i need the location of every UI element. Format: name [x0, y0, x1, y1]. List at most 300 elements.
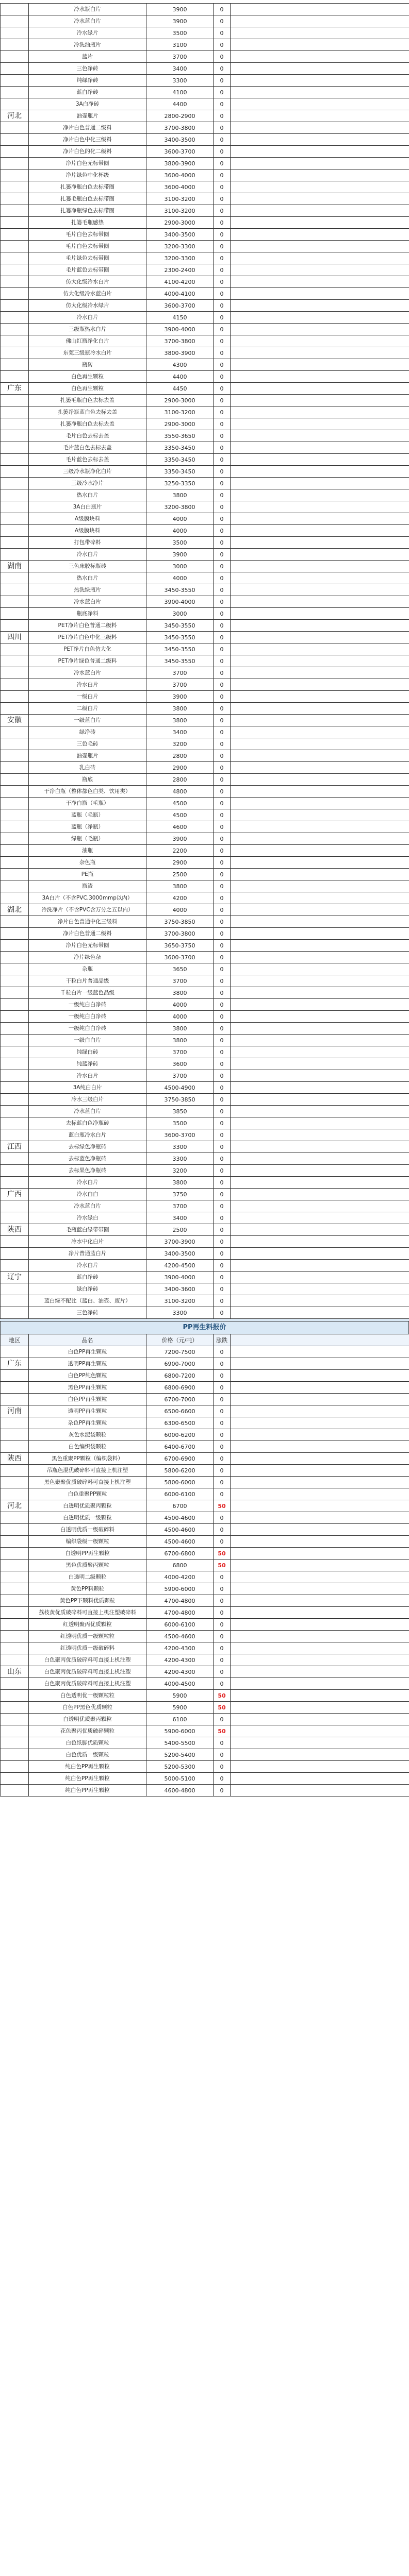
- table-row: [1, 229, 409, 241]
- header-blank: [231, 1334, 409, 1346]
- change-cell: 0: [214, 1666, 231, 1678]
- change-cell: 0: [214, 395, 231, 406]
- table-row: [1, 809, 409, 821]
- region-cell: [1, 1571, 29, 1583]
- product-cell: 乳白砖: [29, 762, 146, 774]
- price-cell: 3700: [146, 1070, 214, 1082]
- price-cell: 3700-3800: [146, 928, 214, 940]
- change-cell: 0: [214, 1465, 231, 1477]
- table-row: [1, 1524, 409, 1536]
- pp-price-table: [0, 1334, 409, 1797]
- blank-cell: [231, 170, 409, 181]
- product-cell: 冷水白片: [29, 549, 146, 561]
- product-cell: 纯白色PP再生颗粒: [29, 1785, 146, 1797]
- price-cell: 3400: [146, 63, 214, 75]
- product-cell: 冷水蓝白片: [29, 667, 146, 679]
- blank-cell: [231, 110, 409, 122]
- price-cell: 3400: [146, 1212, 214, 1224]
- product-cell: 毛片白色去标带圈: [29, 241, 146, 252]
- blank-cell: [231, 596, 409, 608]
- region-cell: [1, 869, 29, 880]
- region-cell: [1, 1417, 29, 1429]
- price-cell: 3100-3200: [146, 1295, 214, 1307]
- region-cell: [1, 1106, 29, 1117]
- change-cell: 0: [214, 205, 231, 217]
- table-row: [1, 1512, 409, 1524]
- table-row: [1, 442, 409, 454]
- pp-table-body: [1, 1346, 409, 1797]
- price-cell: 3100-3200: [146, 205, 214, 217]
- region-cell: [1, 1094, 29, 1106]
- table-row: [1, 869, 409, 880]
- product-cell: 二级白片: [29, 703, 146, 715]
- price-cell: 3750: [146, 1189, 214, 1200]
- table-row: [1, 750, 409, 762]
- region-cell: [1, 1382, 29, 1394]
- change-cell: 0: [214, 1370, 231, 1382]
- price-cell: 3200-3300: [146, 241, 214, 252]
- region-cell: [1, 1773, 29, 1785]
- blank-cell: [231, 1560, 409, 1571]
- change-cell: 0: [214, 975, 231, 987]
- table-row: [1, 726, 409, 738]
- product-cell: 蓝白绿不配比（蓝白、油壶、废片）: [29, 1295, 146, 1307]
- region-cell: [1, 798, 29, 809]
- product-cell: 白透明优质一级颗粒: [29, 1512, 146, 1524]
- product-cell: 黄色PP下颗料优质颗粒: [29, 1595, 146, 1607]
- price-cell: 3700-3800: [146, 335, 214, 347]
- change-cell: 0: [214, 1212, 231, 1224]
- blank-cell: [231, 987, 409, 999]
- product-cell: 油瓶: [29, 845, 146, 857]
- blank-cell: [231, 1272, 409, 1283]
- region-cell: [1, 288, 29, 300]
- price-cell: 3400-3500: [146, 1248, 214, 1260]
- change-cell: 0: [214, 1488, 231, 1500]
- price-cell: 4500-4600: [146, 1631, 214, 1642]
- table-row: [1, 146, 409, 158]
- price-cell: 3800: [146, 489, 214, 501]
- change-cell: 0: [214, 75, 231, 87]
- change-cell: 0: [214, 1737, 231, 1749]
- price-cell: 3350-3450: [146, 442, 214, 454]
- region-cell: [1, 1631, 29, 1642]
- region-cell: [1, 1702, 29, 1714]
- change-cell: 0: [214, 1785, 231, 1797]
- table-row: [1, 134, 409, 146]
- region-cell: [1, 1370, 29, 1382]
- table-row: [1, 1714, 409, 1725]
- region-cell: 辽宁: [1, 1272, 29, 1283]
- product-cell: 灰色水泥袋颗粒: [29, 1429, 146, 1441]
- table-row: [1, 1761, 409, 1773]
- change-cell: 0: [214, 833, 231, 845]
- blank-cell: [231, 1441, 409, 1453]
- change-cell: 0: [214, 1714, 231, 1725]
- region-cell: [1, 75, 29, 87]
- product-cell: 冷水绿白: [29, 1212, 146, 1224]
- table-row: [1, 1441, 409, 1453]
- change-cell: 0: [214, 608, 231, 620]
- price-cell: 4000: [146, 999, 214, 1011]
- table-row: [1, 1631, 409, 1642]
- region-cell: [1, 51, 29, 63]
- table-row: [1, 1642, 409, 1654]
- blank-cell: [231, 1500, 409, 1512]
- product-cell: 白色聚丙优质破碎料可直接上机注塑: [29, 1666, 146, 1678]
- table-row: [1, 892, 409, 904]
- change-cell: 0: [214, 525, 231, 537]
- change-cell: 0: [214, 51, 231, 63]
- product-cell: 蓝白净砖: [29, 87, 146, 98]
- region-cell: [1, 1642, 29, 1654]
- region-cell: [1, 1165, 29, 1177]
- product-cell: 白色编织袋颗粒: [29, 1441, 146, 1453]
- product-cell: 白透明优质一级破碎料: [29, 1524, 146, 1536]
- price-cell: 4600: [146, 821, 214, 833]
- change-cell: 0: [214, 39, 231, 51]
- product-cell: 冷水蓝白片: [29, 1106, 146, 1117]
- table-row: [1, 4, 409, 15]
- region-cell: [1, 418, 29, 430]
- price-cell: 3600: [146, 1058, 214, 1070]
- blank-cell: [231, 1358, 409, 1370]
- product-cell: 扎篓毛瓶白色去标带圈: [29, 193, 146, 205]
- change-cell: 50: [214, 1548, 231, 1560]
- region-cell: [1, 655, 29, 667]
- price-cell: 3300: [146, 1153, 214, 1165]
- region-cell: [1, 430, 29, 442]
- price-cell: 3900: [146, 15, 214, 27]
- product-cell: PET净片白色中化三级料: [29, 632, 146, 643]
- table-row: [1, 75, 409, 87]
- product-cell: 仿大化级冷水白片: [29, 276, 146, 288]
- blank-cell: [231, 632, 409, 643]
- price-cell: 3200-3300: [146, 252, 214, 264]
- price-cell: 3750-3850: [146, 1094, 214, 1106]
- product-cell: 绿瓶（毛瓶）: [29, 833, 146, 845]
- price-cell: 3300: [146, 75, 214, 87]
- blank-cell: [231, 146, 409, 158]
- price-cell: 3700: [146, 667, 214, 679]
- table-row: [1, 1548, 409, 1560]
- table-row: [1, 1370, 409, 1382]
- table-row: [1, 1058, 409, 1070]
- blank-cell: [231, 999, 409, 1011]
- table-row: [1, 430, 409, 442]
- product-cell: 千粒白片一级蓝色品级: [29, 987, 146, 999]
- change-cell: 0: [214, 252, 231, 264]
- blank-cell: [231, 1477, 409, 1488]
- price-cell: 3700-3900: [146, 1236, 214, 1248]
- change-cell: 0: [214, 584, 231, 596]
- change-cell: 0: [214, 549, 231, 561]
- blank-cell: [231, 359, 409, 371]
- region-cell: [1, 738, 29, 750]
- product-cell: 冷水白片: [29, 1070, 146, 1082]
- blank-cell: [231, 1094, 409, 1106]
- product-cell: 三级冷水净片: [29, 478, 146, 489]
- blank-cell: [231, 1106, 409, 1117]
- blank-cell: [231, 916, 409, 928]
- header-region: 地区: [1, 1334, 29, 1346]
- table-row: [1, 39, 409, 51]
- change-cell: 0: [214, 869, 231, 880]
- table-row: [1, 1737, 409, 1749]
- region-cell: [1, 513, 29, 525]
- change-cell: 0: [214, 703, 231, 715]
- change-cell: 0: [214, 288, 231, 300]
- change-cell: 0: [214, 98, 231, 110]
- table-row: [1, 1749, 409, 1761]
- change-cell: 0: [214, 1595, 231, 1607]
- change-cell: 0: [214, 1524, 231, 1536]
- change-cell: 0: [214, 940, 231, 952]
- product-cell: 三级瓶热水白片: [29, 324, 146, 335]
- price-cell: 3900-4000: [146, 1272, 214, 1283]
- price-cell: 3600-3700: [146, 300, 214, 312]
- change-cell: 0: [214, 809, 231, 821]
- table-row: [1, 371, 409, 383]
- blank-cell: [231, 608, 409, 620]
- change-cell: 0: [214, 4, 231, 15]
- blank-cell: [231, 501, 409, 513]
- blank-cell: [231, 940, 409, 952]
- region-cell: [1, 252, 29, 264]
- product-cell: 透明PP再生颗粒: [29, 1358, 146, 1370]
- blank-cell: [231, 1725, 409, 1737]
- price-cell: 3500: [146, 537, 214, 549]
- blank-cell: [231, 845, 409, 857]
- price-cell: 6700-6900: [146, 1453, 214, 1465]
- table-row: [1, 122, 409, 134]
- blank-cell: [231, 1429, 409, 1441]
- change-cell: 0: [214, 1583, 231, 1595]
- price-cell: 4000: [146, 572, 214, 584]
- blank-cell: [231, 513, 409, 525]
- product-cell: 蓝白净砖: [29, 1272, 146, 1283]
- region-cell: [1, 1046, 29, 1058]
- price-cell: 6800: [146, 1560, 214, 1571]
- region-cell: [1, 1200, 29, 1212]
- change-cell: 0: [214, 1607, 231, 1619]
- blank-cell: [231, 300, 409, 312]
- blank-cell: [231, 1260, 409, 1272]
- change-cell: 0: [214, 655, 231, 667]
- region-cell: [1, 774, 29, 786]
- blank-cell: [231, 264, 409, 276]
- region-cell: [1, 1082, 29, 1094]
- change-cell: 0: [214, 572, 231, 584]
- change-cell: 0: [214, 1405, 231, 1417]
- blank-cell: [231, 1382, 409, 1394]
- price-cell: 4600-4800: [146, 1785, 214, 1797]
- price-cell: 4700-4800: [146, 1595, 214, 1607]
- table-row: [1, 1382, 409, 1394]
- table-row: [1, 15, 409, 27]
- price-cell: 3500: [146, 1117, 214, 1129]
- blank-cell: [231, 1749, 409, 1761]
- table-row: [1, 1106, 409, 1117]
- price-cell: 2800: [146, 750, 214, 762]
- product-cell: 净片普通蓝白片: [29, 1248, 146, 1260]
- product-cell: 净片白色无标带圈: [29, 940, 146, 952]
- table-row: [1, 383, 409, 395]
- region-cell: [1, 217, 29, 229]
- price-cell: 5800-6200: [146, 1465, 214, 1477]
- blank-cell: [231, 738, 409, 750]
- product-cell: 扎篓净瓶绿色去标带圈: [29, 205, 146, 217]
- product-cell: 冷水绿片: [29, 27, 146, 39]
- change-cell: 0: [214, 1678, 231, 1690]
- region-cell: [1, 584, 29, 596]
- product-cell: 白透明优质聚丙颗粒: [29, 1714, 146, 1725]
- table-row: [1, 359, 409, 371]
- price-cell: 3700: [146, 679, 214, 691]
- blank-cell: [231, 430, 409, 442]
- price-cell: 3800: [146, 1023, 214, 1035]
- change-cell: 0: [214, 1619, 231, 1631]
- change-cell: 0: [214, 513, 231, 525]
- header-price: 价格（元/吨）: [146, 1334, 214, 1346]
- product-cell: 干净白瓶（整体都色白类、饮用类）: [29, 786, 146, 798]
- price-cell: 3550-3650: [146, 430, 214, 442]
- product-cell: 一级纯白白净砖: [29, 1023, 146, 1035]
- product-cell: 毛片白色去标去盖: [29, 430, 146, 442]
- blank-cell: [231, 75, 409, 87]
- table-row: [1, 667, 409, 679]
- region-cell: [1, 335, 29, 347]
- table-row: [1, 63, 409, 75]
- blank-cell: [231, 1737, 409, 1749]
- table-row: [1, 1394, 409, 1405]
- change-cell: 0: [214, 371, 231, 383]
- price-cell: 3600-3700: [146, 952, 214, 963]
- blank-cell: [231, 1773, 409, 1785]
- price-cell: 3800: [146, 703, 214, 715]
- product-cell: 净片绿色中化杯级: [29, 170, 146, 181]
- price-cell: 3400-3500: [146, 134, 214, 146]
- price-cell: 3900-4000: [146, 596, 214, 608]
- blank-cell: [231, 406, 409, 418]
- product-cell: 冷水白片: [29, 1260, 146, 1272]
- region-cell: [1, 963, 29, 975]
- change-cell: 0: [214, 489, 231, 501]
- product-cell: 3A纯白白片: [29, 1082, 146, 1094]
- change-cell: 0: [214, 347, 231, 359]
- region-cell: [1, 1785, 29, 1797]
- region-cell: [1, 857, 29, 869]
- change-cell: 0: [214, 762, 231, 774]
- table-row: [1, 454, 409, 466]
- blank-cell: [231, 1082, 409, 1094]
- product-cell: 去标果色净瓶砖: [29, 1165, 146, 1177]
- table-row: [1, 87, 409, 98]
- table-row: [1, 1346, 409, 1358]
- change-cell: 0: [214, 1295, 231, 1307]
- price-cell: 2900-3000: [146, 418, 214, 430]
- table-row: [1, 193, 409, 205]
- blank-cell: [231, 1631, 409, 1642]
- product-cell: 绿净砖: [29, 726, 146, 738]
- blank-cell: [231, 395, 409, 406]
- region-cell: [1, 691, 29, 703]
- region-cell: [1, 1761, 29, 1773]
- change-cell: 0: [214, 667, 231, 679]
- change-cell: 0: [214, 999, 231, 1011]
- price-cell: 3800: [146, 1035, 214, 1046]
- table-row: [1, 335, 409, 347]
- price-cell: 2300-2400: [146, 264, 214, 276]
- blank-cell: [231, 679, 409, 691]
- table-row: [1, 1560, 409, 1571]
- region-cell: [1, 833, 29, 845]
- region-cell: 广东: [1, 383, 29, 395]
- table-row: [1, 786, 409, 798]
- price-cell: 3700: [146, 51, 214, 63]
- product-cell: PET净片白色仿大化: [29, 643, 146, 655]
- price-cell: 4000: [146, 513, 214, 525]
- product-cell: 白透明优质聚丙颗粒: [29, 1500, 146, 1512]
- change-cell: 0: [214, 1011, 231, 1023]
- blank-cell: [231, 252, 409, 264]
- table-row: [1, 205, 409, 217]
- region-cell: [1, 1248, 29, 1260]
- region-cell: 四川: [1, 632, 29, 643]
- table-row: [1, 561, 409, 572]
- table-row: [1, 525, 409, 537]
- change-cell: 50: [214, 1702, 231, 1714]
- change-cell: 50: [214, 1725, 231, 1737]
- region-cell: [1, 1595, 29, 1607]
- table-row: [1, 1465, 409, 1477]
- change-cell: 0: [214, 857, 231, 869]
- product-cell: 白色优质一级颗粒: [29, 1749, 146, 1761]
- product-cell: PET净片白色普通二级料: [29, 620, 146, 632]
- region-cell: [1, 1678, 29, 1690]
- product-cell: 一级纯白白净砖: [29, 1011, 146, 1023]
- change-cell: 0: [214, 454, 231, 466]
- table-row: [1, 1011, 409, 1023]
- product-cell: 热水白片: [29, 489, 146, 501]
- blank-cell: [231, 4, 409, 15]
- change-cell: 0: [214, 1189, 231, 1200]
- region-cell: [1, 549, 29, 561]
- change-cell: 0: [214, 1429, 231, 1441]
- change-cell: 0: [214, 63, 231, 75]
- change-cell: 0: [214, 383, 231, 395]
- table-row: [1, 418, 409, 430]
- product-cell: 三色净砖: [29, 1307, 146, 1319]
- pp-section-title: PP再生料报价: [0, 1321, 409, 1334]
- change-cell: 0: [214, 27, 231, 39]
- table-row: [1, 1082, 409, 1094]
- region-cell: [1, 1536, 29, 1548]
- change-cell: 0: [214, 786, 231, 798]
- region-cell: [1, 39, 29, 51]
- blank-cell: [231, 952, 409, 963]
- region-cell: [1, 928, 29, 940]
- product-cell: 瓶底净料: [29, 608, 146, 620]
- change-cell: 0: [214, 952, 231, 963]
- region-cell: [1, 1607, 29, 1619]
- product-cell: PE瓶: [29, 869, 146, 880]
- table-row: [1, 1654, 409, 1666]
- price-cell: 3100-3200: [146, 193, 214, 205]
- blank-cell: [231, 1058, 409, 1070]
- price-cell: 2800: [146, 774, 214, 786]
- blank-cell: [231, 87, 409, 98]
